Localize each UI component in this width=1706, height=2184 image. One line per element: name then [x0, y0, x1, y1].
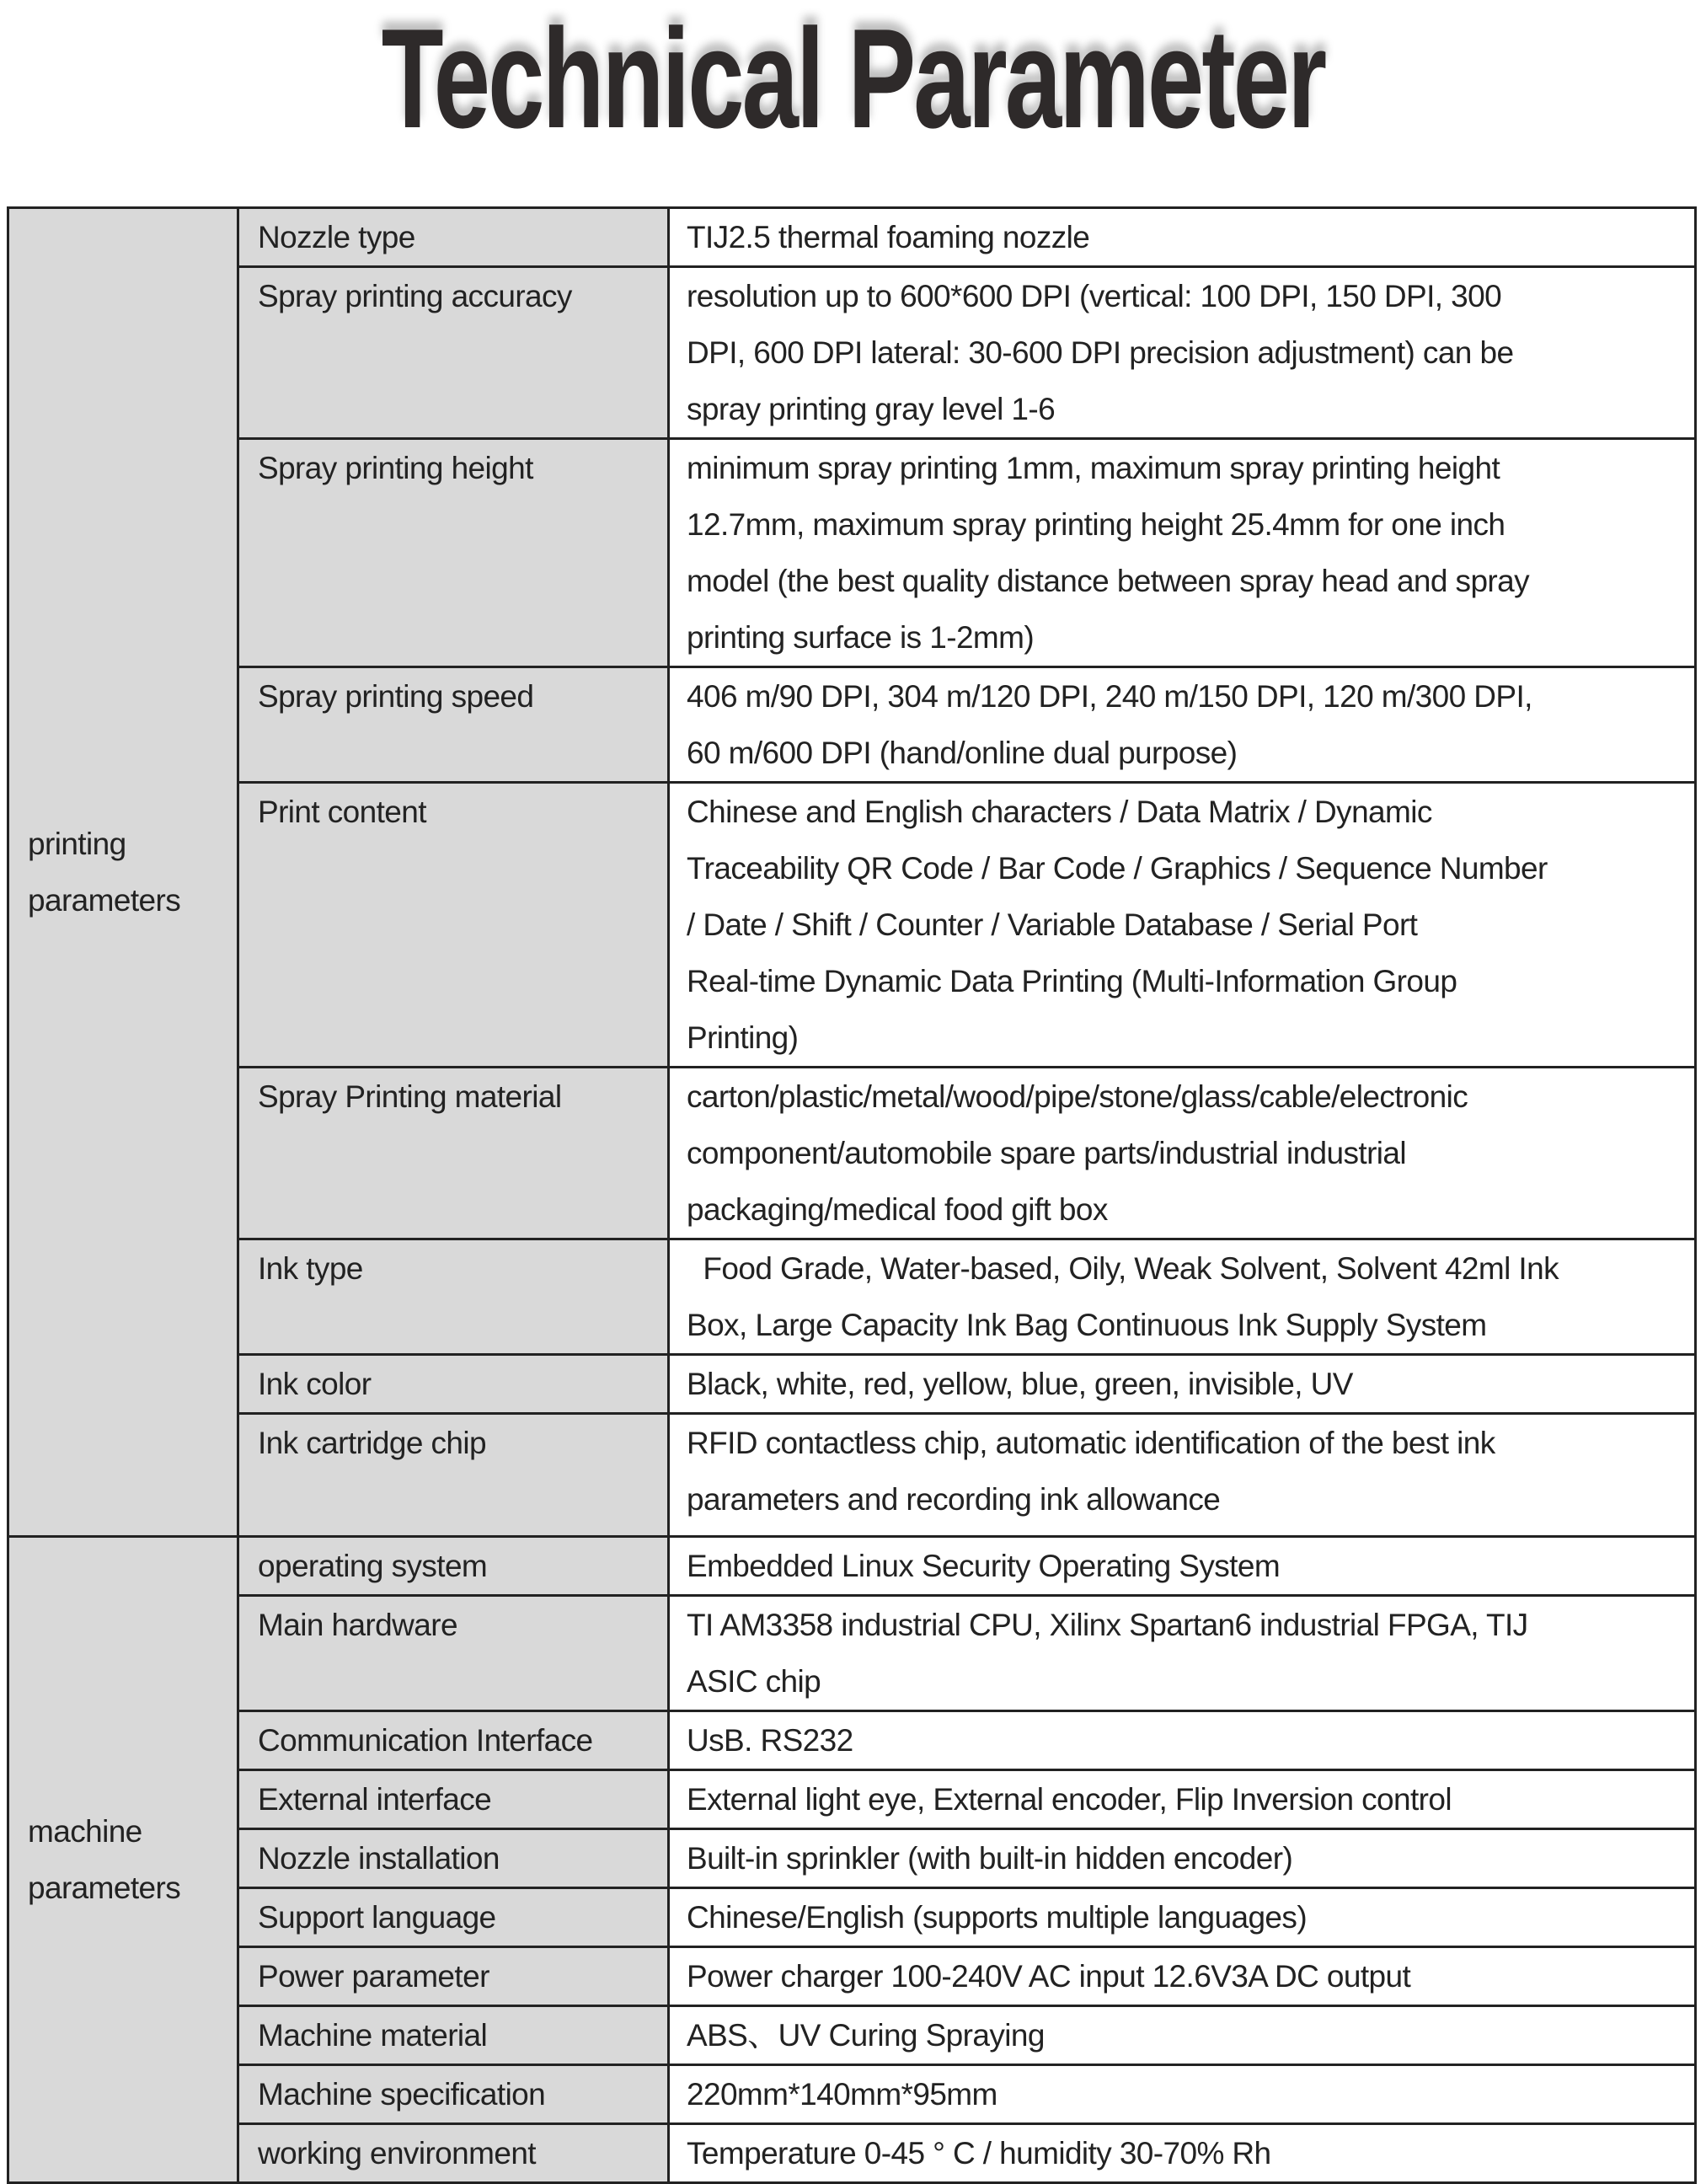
parameter-name [238, 2006, 669, 2065]
parameter-name-text: Communication Interface [258, 1723, 593, 1758]
parameter-value-line: 406 m/90 DPI, 304 m/120 DPI, 240 m/150 DPI, 120 m/300 DPI, [687, 679, 1532, 714]
parameter-name [238, 1537, 669, 1596]
parameter-value [669, 1068, 1696, 1239]
parameter-value-line: RFID contactless chip, automatic identification of the best ink [687, 1426, 1495, 1460]
table-row [8, 208, 1696, 267]
parameter-name [238, 208, 669, 267]
table-row [8, 1414, 1696, 1537]
parameter-value [669, 1770, 1696, 1829]
parameter-name-text: Spray printing accuracy [258, 279, 572, 313]
parameter-value [669, 783, 1696, 1068]
table-row [8, 2124, 1696, 2183]
parameter-value-line: Black, white, red, yellow, blue, green, invisible, UV [687, 1367, 1353, 1401]
parameter-value [669, 2124, 1696, 2183]
table-row [8, 1355, 1696, 1414]
table-row [8, 1829, 1696, 1888]
parameter-name-text: Ink type [258, 1251, 363, 1286]
parameter-value-line: printing surface is 1-2mm) [687, 620, 1035, 655]
parameter-value [669, 2065, 1696, 2124]
parameter-value-line: 60 m/600 DPI (hand/online dual purpose) [687, 736, 1238, 770]
table-row [8, 1711, 1696, 1770]
table-row [8, 1239, 1696, 1355]
parameter-value-line: Real-time Dynamic Data Printing (Multi-Information Group [687, 964, 1457, 998]
group-label: machine [28, 1814, 142, 1849]
parameter-value-line: ASIC chip [687, 1664, 821, 1699]
parameter-name [238, 1770, 669, 1829]
table-row [8, 1537, 1696, 1596]
table-row [8, 1596, 1696, 1711]
parameter-value-line: External light eye, External encoder, Flip Inversion control [687, 1782, 1452, 1817]
parameter-value-line: carton/plastic/metal/wood/pipe/stone/glass/cable/electronic [687, 1079, 1468, 1114]
parameter-value-line: minimum spray printing 1mm, maximum spray printing height [687, 451, 1500, 485]
group-label-cell [8, 208, 238, 1537]
parameter-name-text: Nozzle installation [258, 1841, 500, 1876]
parameter-value [669, 439, 1696, 667]
parameter-value [669, 1829, 1696, 1888]
parameter-value [669, 667, 1696, 783]
parameter-name-text: Ink cartridge chip [258, 1426, 486, 1460]
parameter-name-text: Power parameter [258, 1959, 489, 1994]
parameter-name-text: working environment [258, 2136, 536, 2171]
parameter-name [238, 2065, 669, 2124]
parameter-value-line: parameters and recording ink allowance [687, 1482, 1221, 1517]
parameter-value [669, 1711, 1696, 1770]
parameter-value-line: packaging/medical food gift box [687, 1192, 1108, 1227]
parameter-name [238, 267, 669, 439]
parameter-value [669, 208, 1696, 267]
parameter-value-line: Chinese/English (supports multiple languages) [687, 1900, 1308, 1935]
table-row [8, 2006, 1696, 2065]
parameter-name [238, 1239, 669, 1355]
parameter-name-text: Main hardware [258, 1608, 457, 1642]
parameter-value-line: Box, Large Capacity Ink Bag Continuous Ink Supply System [687, 1308, 1487, 1342]
parameter-name [238, 1888, 669, 1947]
parameter-name [238, 1414, 669, 1537]
parameter-value-line: Embedded Linux Security Operating System [687, 1549, 1281, 1583]
parameter-name [238, 1947, 669, 2006]
table-row [8, 1947, 1696, 2006]
parameter-value-line: component/automobile spare parts/industrial industrial [687, 1136, 1407, 1170]
parameter-value-line: TI AM3358 industrial CPU, Xilinx Spartan6 industrial FPGA, TIJ [687, 1608, 1528, 1642]
parameter-name-text: Support language [258, 1900, 496, 1935]
parameter-value [669, 1888, 1696, 1947]
parameter-value-line: 220mm*140mm*95mm [687, 2077, 997, 2112]
parameter-value-line: / Date / Shift / Counter / Variable Database / Serial Port [687, 907, 1418, 942]
parameter-name [238, 667, 669, 783]
page-title: Technical Parameter [381, 0, 1325, 158]
parameter-name [238, 2124, 669, 2183]
parameter-value [669, 2006, 1696, 2065]
table-row [8, 2065, 1696, 2124]
parameter-name-text: operating system [258, 1549, 488, 1583]
parameter-name-text: Ink color [258, 1367, 372, 1401]
parameter-name-text: Machine material [258, 2018, 488, 2053]
parameter-value-line: spray printing gray level 1-6 [687, 392, 1056, 426]
parameter-value-line: resolution up to 600*600 DPI (vertical: 100 DPI, 150 DPI, 300 [687, 279, 1502, 313]
group-label: parameters [28, 883, 181, 918]
parameter-value-line: Printing) [687, 1020, 799, 1055]
parameter-value-line: UsB. RS232 [687, 1723, 853, 1758]
parameter-name [238, 1711, 669, 1770]
parameter-value [669, 1414, 1696, 1537]
parameter-value-line: model (the best quality distance between spray head and spray [687, 564, 1530, 598]
table-row [8, 439, 1696, 667]
parameter-name-text: Spray Printing material [258, 1079, 562, 1114]
table-row [8, 1770, 1696, 1829]
group-label: printing [28, 827, 126, 861]
parameter-value [669, 1596, 1696, 1711]
parameter-name-text: Spray printing speed [258, 679, 534, 714]
parameter-value [669, 267, 1696, 439]
parameter-name [238, 439, 669, 667]
group-label-cell [8, 1537, 238, 2183]
parameter-name-text: Nozzle type [258, 220, 415, 254]
parameter-name [238, 1068, 669, 1239]
parameter-value-line: Food Grade, Water-based, Oily, Weak Solvent, Solvent 42ml Ink [687, 1251, 1559, 1286]
parameter-value-line: Power charger 100-240V AC input 12.6V3A DC output [687, 1959, 1411, 1994]
parameter-value-line: Chinese and English characters / Data Matrix / Dynamic [687, 795, 1432, 829]
parameter-name-text: Spray printing height [258, 451, 533, 485]
parameter-name-text: Print content [258, 795, 426, 829]
parameter-value [669, 1239, 1696, 1355]
parameter-name-text: Machine specification [258, 2077, 546, 2112]
parameter-value-line: 12.7mm, maximum spray printing height 25.4mm for one inch [687, 507, 1505, 542]
group-label: parameters [28, 1871, 181, 1905]
parameter-value-line: Built-in sprinkler (with built-in hidden encoder) [687, 1841, 1293, 1876]
parameter-value-line: Traceability QR Code / Bar Code / Graphics / Sequence Number [687, 851, 1548, 886]
parameter-name [238, 783, 669, 1068]
parameter-name [238, 1829, 669, 1888]
table-row [8, 1068, 1696, 1239]
parameter-value [669, 1355, 1696, 1414]
parameter-name [238, 1596, 669, 1711]
technical-parameter-table [7, 206, 1697, 2184]
parameter-value-line: ABS、UV Curing Spraying [687, 2018, 1045, 2053]
parameter-value [669, 1947, 1696, 2006]
table-row [8, 783, 1696, 1068]
table-row [8, 1888, 1696, 1947]
table-row [8, 667, 1696, 783]
parameter-value [669, 1537, 1696, 1596]
parameter-value-line: DPI, 600 DPI lateral: 30-600 DPI precision adjustment) can be [687, 335, 1514, 370]
parameter-name [238, 1355, 669, 1414]
parameter-name-text: External interface [258, 1782, 492, 1817]
parameter-value-line: TIJ2.5 thermal foaming nozzle [687, 220, 1090, 254]
parameter-value-line: Temperature 0-45 ° C / humidity 30-70% Rh [687, 2136, 1271, 2171]
table-row [8, 267, 1696, 439]
